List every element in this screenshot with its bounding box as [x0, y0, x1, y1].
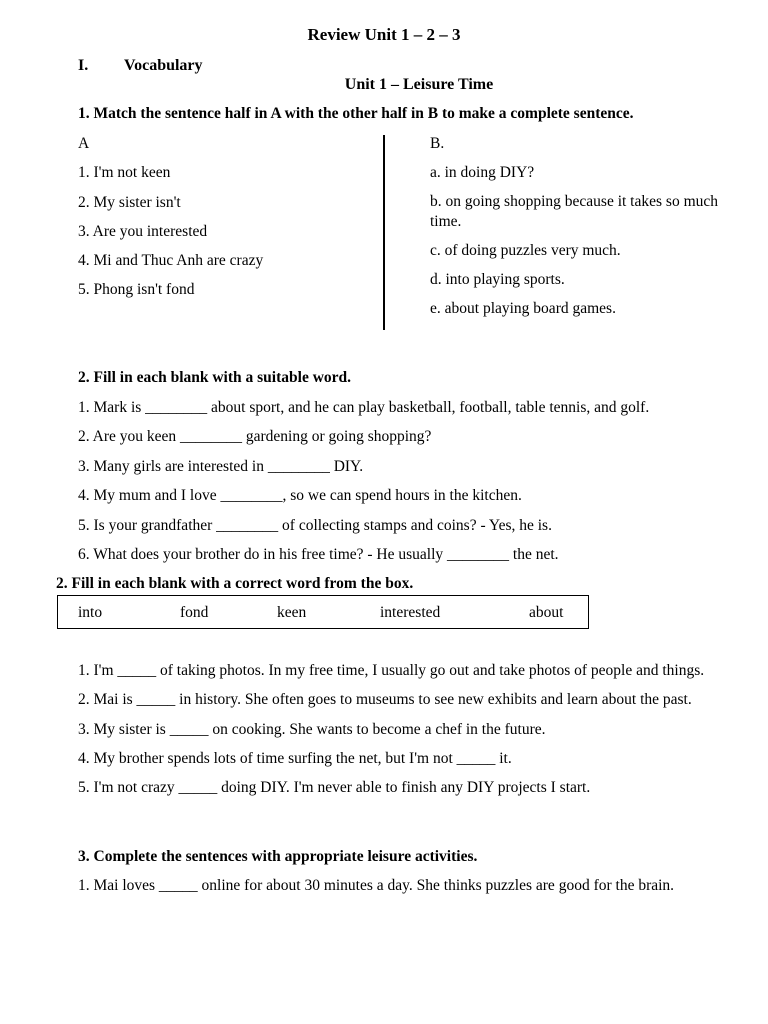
- list-item: 4. Mi and Thuc Anh are crazy: [78, 252, 264, 270]
- list-item: 3. My sister is _____ on cooking. She wants to become a chef in the future.: [78, 720, 546, 738]
- list-item: 1. Mai loves _____ online for about 30 minutes a day. She thinks puzzles are good for the brain.: [78, 877, 675, 894]
- section-numeral: I.: [78, 57, 89, 74]
- section-heading: Vocabulary: [124, 57, 203, 74]
- exercise2-list: [78, 398, 649, 574]
- word-box-item: into: [78, 604, 103, 621]
- list-item: b. on going shopping because it takes so much time.: [430, 193, 718, 230]
- list-item: 5. Is your grandfather ________ of collecting stamps and coins? - Yes, he is.: [78, 516, 552, 534]
- word-box-item: about: [529, 604, 564, 621]
- exercise2b-list: [78, 661, 718, 807]
- list-item: c. of doing puzzles very much.: [430, 242, 621, 259]
- word-box-item: fond: [180, 604, 209, 621]
- document-title: Review Unit 1 – 2 – 3: [307, 25, 461, 44]
- exercise3-heading: 3. Complete the sentences with appropriate leisure activities.: [78, 848, 478, 865]
- list-item: 4. My mum and I love ________, so we can spend hours in the kitchen.: [78, 487, 522, 505]
- list-item: e. about playing board games.: [430, 300, 616, 317]
- list-item: 1. Mark is ________ about sport, and he can play basketball, football, table tennis, and golf.: [78, 399, 650, 416]
- list-item: 3. Many girls are interested in ________ DIY.: [78, 457, 364, 475]
- column-b-header: B.: [430, 135, 445, 152]
- list-item: 5. I'm not crazy _____ doing DIY. I'm never able to finish any DIY projects I start.: [78, 779, 591, 797]
- column-divider: [383, 135, 385, 330]
- list-item: 2. Mai is _____ in history. She often goes to museums to see new exhibits and learn about the past.: [78, 691, 692, 709]
- list-item: 3. Are you interested: [78, 222, 208, 240]
- list-item: 1. I'm _____ of taking photos. In my free time, I usually go out and take photos of people and things.: [78, 662, 705, 679]
- word-box-item: keen: [277, 604, 307, 621]
- list-item: d. into playing sports.: [430, 271, 565, 288]
- exercise3-list: [78, 876, 718, 896]
- list-item: 4. My brother spends lots of time surfing the net, but I'm not _____ it.: [78, 749, 512, 767]
- exercise2-heading: 2. Fill in each blank with a suitable word.: [78, 369, 352, 386]
- list-item: 1. I'm not keen: [78, 164, 171, 182]
- list-item: a. in doing DIY?: [430, 164, 535, 181]
- list-item: 6. What does your brother do in his free time? - He usually ________ the net.: [78, 545, 559, 563]
- list-item: 5. Phong isn't fond: [78, 281, 195, 299]
- word-box: [57, 595, 589, 629]
- column-a: [78, 134, 368, 310]
- column-a-header: A: [78, 135, 90, 152]
- list-item: 2. My sister isn't: [78, 193, 181, 211]
- column-b: [430, 134, 720, 328]
- exercise2b-heading: 2. Fill in each blank with a correct word from the box.: [56, 575, 414, 592]
- word-box-item: interested: [380, 604, 441, 621]
- list-item: 2. Are you keen ________ gardening or going shopping?: [78, 428, 432, 446]
- exercise1-heading: 1. Match the sentence half in A with the other half in B to make a complete sentence.: [78, 105, 634, 122]
- unit-title: Unit 1 – Leisure Time: [344, 76, 494, 93]
